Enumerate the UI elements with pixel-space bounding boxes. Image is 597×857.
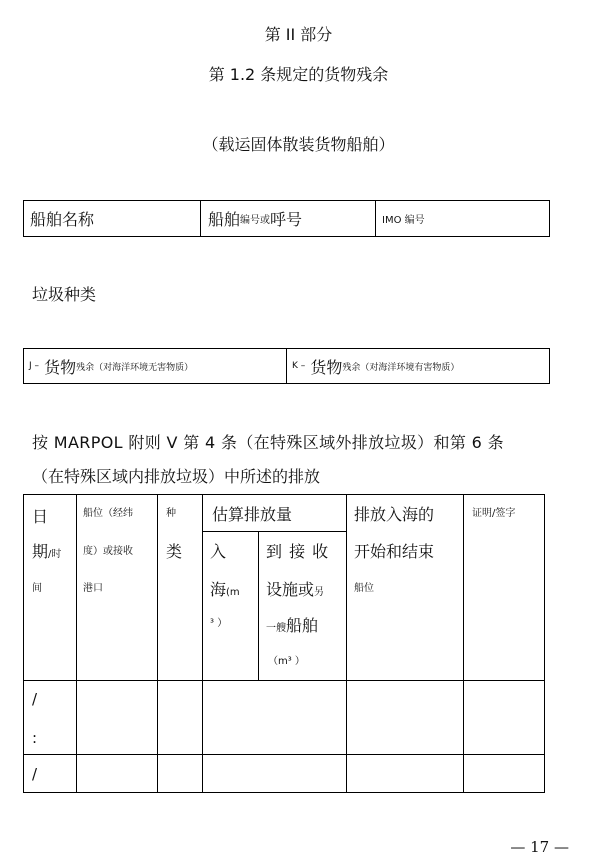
- type-k-desc: 残余（对海洋环境有害物质）: [342, 362, 460, 373]
- ship-info-table: [23, 200, 550, 237]
- garbage-type-label: 垃圾种类: [32, 285, 97, 304]
- part-heading: 第 II 部分: [264, 25, 333, 44]
- garbage-type-k: [292, 349, 547, 383]
- type-j-main: 货物: [44, 357, 77, 377]
- col-start-end-line1: 排放入海的: [354, 505, 435, 524]
- regulation-paragraph-line2: （在特殊区域内排放垃圾）中所述的排放: [32, 467, 321, 486]
- col-category-line2: 类: [166, 542, 183, 561]
- col-into-sea-line3: ³ ）: [210, 618, 228, 629]
- page-title: 第 1.2 条规定的货物残余: [208, 65, 389, 84]
- col-position-line2: 度）或接收: [83, 546, 133, 557]
- col-reception-facility: 设施或: [266, 580, 315, 599]
- ship-name-cell: 船舶名称: [30, 210, 95, 229]
- col-into-sea-line1: 入: [210, 542, 227, 561]
- garbage-types-table: [23, 348, 550, 384]
- col-position-line3: 港口: [83, 583, 103, 594]
- col-date-line1: 日: [32, 507, 49, 526]
- col-reception-line1: 到 接 收: [266, 542, 329, 561]
- row1-time-colon: :: [32, 729, 38, 747]
- col-date-line2: [32, 544, 61, 560]
- imo-number-cell: IMO 编号: [382, 215, 425, 226]
- col-certification: 证明/签字: [472, 508, 516, 519]
- type-j-desc: 残余（对海洋环境无害物质）: [76, 362, 194, 373]
- col-date-line3: 间: [32, 583, 42, 594]
- ship-number-cell: [208, 201, 378, 236]
- garbage-type-j: [29, 349, 284, 383]
- type-j-prefix: J –: [29, 361, 40, 371]
- discharge-table: [23, 494, 545, 793]
- row2-date-slash: /: [32, 765, 38, 783]
- col-reception-line2: [266, 582, 324, 598]
- col-position-line1: 船位（经纬: [83, 508, 133, 519]
- ship-number-small: 编号或: [240, 215, 271, 226]
- ship-number-prefix: 船舶: [208, 210, 241, 229]
- type-k-prefix: K –: [292, 361, 306, 371]
- col-reception-one: 一: [266, 623, 276, 634]
- col-reception-other: 另: [314, 587, 325, 598]
- col-reception-line4: （m³ ）: [268, 656, 305, 667]
- col-category-line1: 种: [166, 508, 176, 519]
- col-start-end-line2: 开始和结束: [354, 542, 435, 561]
- regulation-paragraph-line1: 按 MARPOL 附则 V 第 4 条（在特殊区域外排放垃圾）和第 6 条: [32, 433, 504, 452]
- call-sign-label: 呼号: [270, 210, 303, 229]
- col-reception-line3: [266, 618, 318, 634]
- page-subtitle: （载运固体散装货物船舶）: [202, 135, 395, 154]
- col-reception-ship: 船舶: [286, 616, 319, 635]
- col-start-end-line3: 船位: [354, 583, 374, 594]
- col-estimated-amount: 估算排放量: [212, 505, 293, 524]
- col-date-time-label: /时: [48, 549, 62, 560]
- col-reception-unit-word: 艘: [276, 623, 286, 634]
- type-k-main: 货物: [310, 357, 343, 377]
- col-into-sea-unit: (m: [226, 587, 240, 598]
- col-date-char: 期: [32, 542, 49, 561]
- col-into-sea-char: 海: [210, 580, 227, 599]
- col-into-sea-line2: [210, 582, 240, 598]
- row1-date-slash: /: [32, 690, 38, 708]
- page-number: — 17 —: [510, 838, 569, 856]
